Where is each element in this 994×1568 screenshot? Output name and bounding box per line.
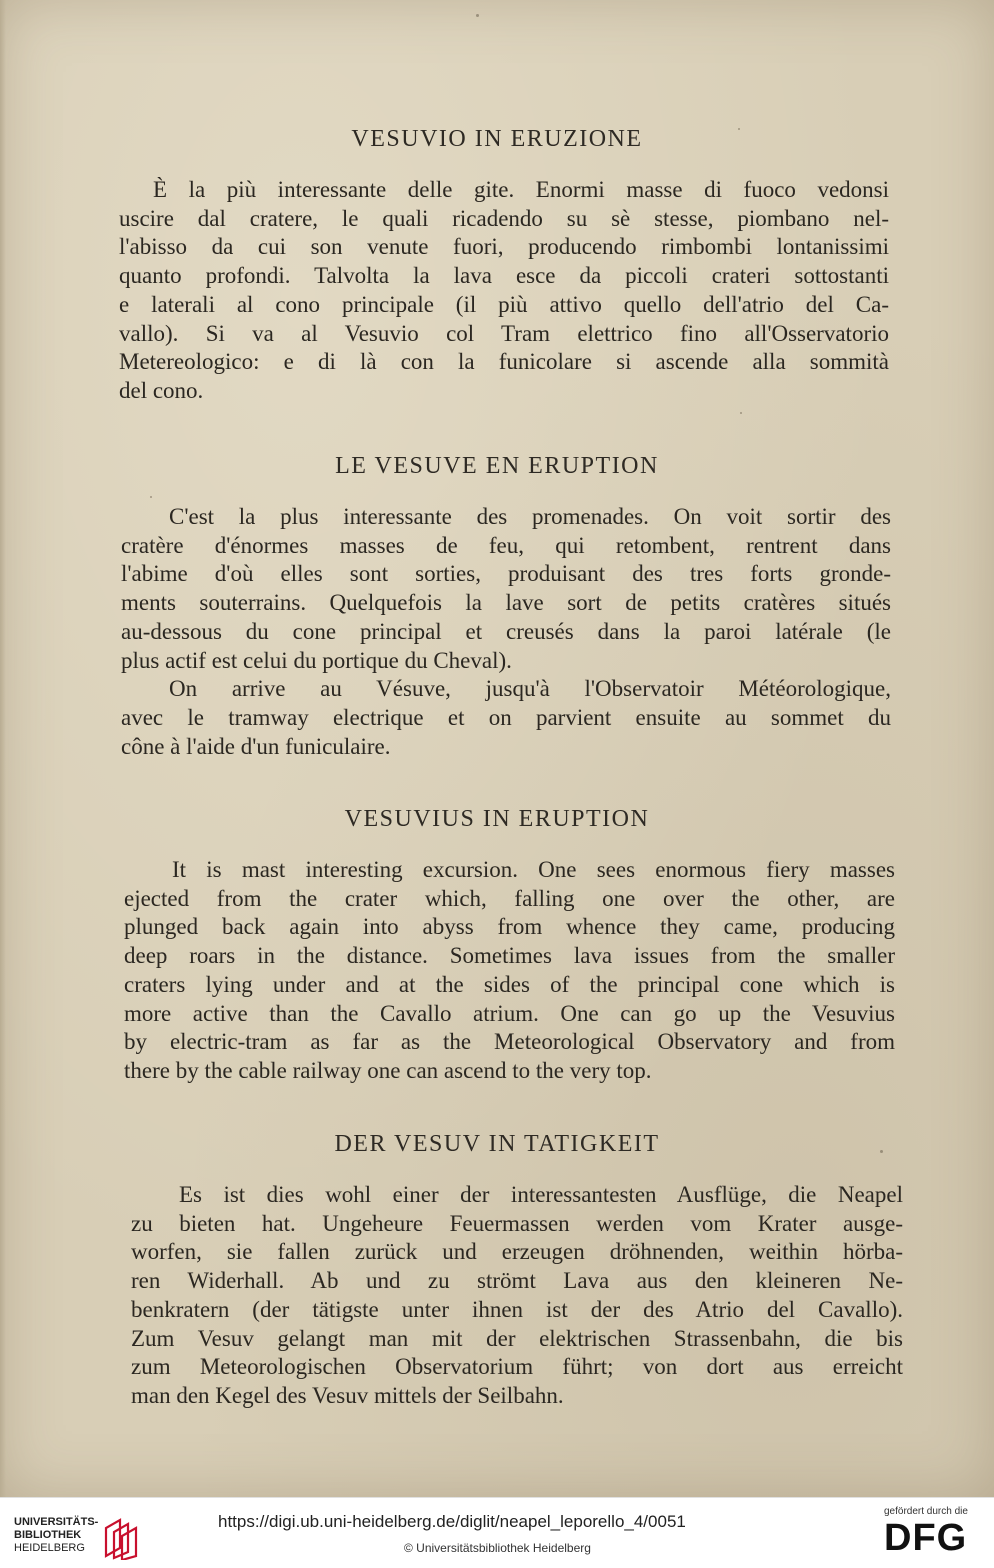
section-body-german xyxy=(131,1181,903,1411)
text-line: plunged back again into abyss from whence they came, producing xyxy=(124,914,895,940)
text-line: benkratern (der tätigste unter ihnen ist der des Atrio del Cavallo). xyxy=(131,1296,903,1322)
library-logo[interactable] xyxy=(14,1512,144,1558)
text-line: ejected from the crater which, falling one over the other, are xyxy=(124,885,895,911)
footer-bar xyxy=(0,1497,994,1568)
text-line: del cono. xyxy=(119,377,204,403)
text-line: ments souterrains. Quelquefois la lave sort de petits cratères situés xyxy=(121,590,891,616)
text-line: deep roars in the distance. Sometimes lava issues from the smaller xyxy=(124,943,895,969)
text-line: Metereologico: e di là con la funicolare si ascende alla sommità xyxy=(119,349,889,375)
text-line: ren Widerhall. Ab und zu strömt Lava aus den kleineren Ne- xyxy=(131,1268,903,1294)
text-line: quanto profondi. Talvolta la lava esce da piccoli crateri sottostanti xyxy=(119,263,889,289)
page-edge xyxy=(0,0,6,1497)
scan-speck xyxy=(740,412,742,414)
text-line: there by the cable railway one can ascend to the very top. xyxy=(124,1057,652,1083)
text-line: avec le tramway electrique et on parvient ensuite au sommet du xyxy=(121,704,891,730)
section-title-english: VESUVIUS IN ERUPTION xyxy=(344,806,650,832)
text-line: man den Kegel des Vesuv mittels der Seilbahn. xyxy=(131,1382,564,1408)
text-line: plus actif est celui du portique du Cheval). xyxy=(121,647,512,673)
text-line: Es ist dies wohl einer der interessantesten Ausflüge, die Neapel xyxy=(179,1182,903,1207)
text-line: l'abisso da cui son venute fuori, producendo rimbombi lontanissimi xyxy=(119,234,889,260)
library-name-line3: HEIDELBERG xyxy=(14,1542,85,1554)
text-line: vallo). Si va al Vesuvio col Tram elettrico fino all'Osservatorio xyxy=(119,320,889,346)
dfg-logo[interactable]: DFG xyxy=(884,1517,968,1559)
scan-speck xyxy=(476,14,479,17)
library-mark-icon xyxy=(102,1516,142,1560)
text-line: It is mast interesting excursion. One sees enormous fiery masses xyxy=(172,857,895,882)
funding-note: gefördert durch die xyxy=(884,1506,968,1517)
text-line: zu bieten hat. Ungeheure Feuermassen werden vom Krater ausge- xyxy=(131,1210,903,1236)
copyright-notice: © Universitätsbibliothek Heidelberg xyxy=(404,1541,591,1555)
section-title-italian: VESUVIO IN ERUZIONE xyxy=(351,126,643,152)
text-line: l'abime d'où elles sont sorties, produisant des tres forts gronde- xyxy=(121,561,891,587)
text-line: craters lying under and at the sides of the principal cone which is xyxy=(124,971,895,997)
text-line: au-dessous du cone principal et creusés dans la paroi latérale (le xyxy=(121,618,891,644)
text-line: È la più interessante delle gite. Enormi masse di fuoco vedonsi xyxy=(153,177,889,202)
scan-speck xyxy=(150,496,152,498)
text-line: cône à l'aide d'un funiculaire. xyxy=(121,733,391,759)
text-line: Zum Vesuv gelangt man mit der elektrischen Strassenbahn, die bis xyxy=(131,1325,903,1351)
text-line: by electric-tram as far as the Meteorological Observatory and from xyxy=(124,1029,895,1055)
text-line: uscire dal cratere, le quali ricadendo su sè stesse, piombano nel- xyxy=(119,205,889,231)
text-line: C'est la plus interessante des promenades. On voit sortir des xyxy=(169,504,891,529)
text-line: cratère d'énormes masses de feu, qui retombent, rentrent dans xyxy=(121,532,891,558)
section-body-english xyxy=(124,856,895,1086)
library-name-line1: UNIVERSITÄTS- xyxy=(14,1516,99,1528)
section-title-french: LE VESUVE EN ERUPTION xyxy=(335,453,659,479)
text-line: zum Meteorologischen Observatorium führt; von dort aus erreicht xyxy=(131,1354,903,1380)
text-line: e laterali al cono principale (il più attivo quello dell'atrio del Ca- xyxy=(119,291,889,317)
text-line: worfen, sie fallen zurück und erzeugen dröhnenden, weithin hörba- xyxy=(131,1239,903,1265)
permalink-url[interactable]: https://digi.ub.uni-heidelberg.de/diglit/neapel_leporello_4/0051 xyxy=(218,1512,686,1531)
section-body-french xyxy=(121,503,891,761)
section-body-italian xyxy=(119,176,889,406)
text-line: On arrive au Vésuve, jusqu'à l'Observatoir Météorologique, xyxy=(169,676,891,702)
text-line: more active than the Cavallo atrium. One can go up the Vesuvius xyxy=(124,1000,895,1026)
section-title-german: DER VESUV IN TATIGKEIT xyxy=(334,1131,660,1157)
library-name-line2: BIBLIOTHEK xyxy=(14,1529,82,1541)
